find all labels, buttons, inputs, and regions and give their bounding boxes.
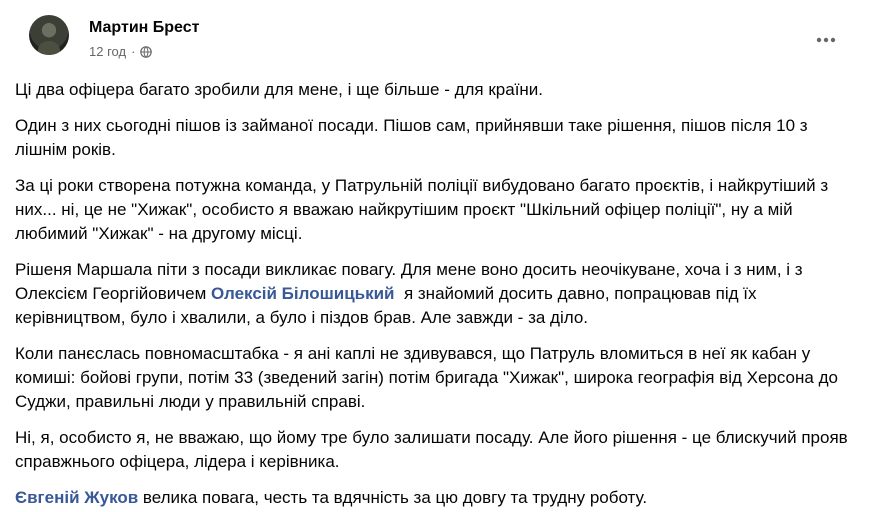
paragraph-5: Коли панєслась повномасштабка - я ані каплі не здивувався, що Патруль вломиться в неї як кабан у комиші: бойові групи, потім 33 (зведений загін) потім бригада "Хижак", широка географія від Херсона до Суджи, правильні люди у правильній справі.: [15, 344, 838, 411]
paragraph-7: [15, 486, 857, 510]
paragraph-2: Один з них сьогодні пішов із займаної посади. Пішов сам, прийнявши таке рішення, пішов після 10 з лішнім років.: [15, 116, 808, 159]
mention-link-biloshytskyi[interactable]: Олексій Білошицький: [211, 284, 395, 303]
more-options-button[interactable]: [808, 22, 844, 58]
mention-link-zhukov[interactable]: Євгеній Жуков: [15, 488, 139, 507]
post-meta: 12 год ·: [89, 44, 152, 59]
post-body: [15, 78, 857, 512]
paragraph-7-text-after: велика повага, честь та вдячність за цю довгу та трудну роботу.: [138, 488, 648, 507]
more-horizontal-icon: [816, 37, 836, 43]
paragraph-4: [15, 258, 857, 330]
author-name[interactable]: Мартин Брест: [89, 19, 200, 36]
post-time[interactable]: 12 год: [89, 44, 127, 59]
paragraph-6: Ні, я, особисто я, не вважаю, що йому тре було залишати посаду. Але його рішення - це блискучий прояв справжнього офіцера, лідера і керівника.: [15, 428, 848, 471]
paragraph-4-text-after: я знайомий досить давно, попрацював під їх керівництвом, було і хвалили, а було і піздов брав. Але завжди - за діло.: [15, 284, 762, 327]
paragraph-3: За ці роки створена потужна команда, у Патрульній поліції вибудовано багато проєктів, і найкрутіший з них... ні, це не "Хижак", особисто я вважаю найкрутішим проєкт "Шкільний офіцер поліції", ну а мій любимий "Хижак" - на другому місці.: [15, 176, 829, 243]
globe-icon: [140, 46, 152, 58]
avatar[interactable]: [29, 15, 69, 55]
paragraph-4-text-before: Рішеня Маршала піти з посади викликає повагу. Для мене воно досить неочікуване, хоча і з ним, і з Олексієм Георгійовичем: [15, 260, 803, 303]
post-header: [16, 0, 854, 70]
paragraph-1: Ці два офіцера багато зробили для мене, і ще більше - для країни.: [15, 80, 544, 99]
